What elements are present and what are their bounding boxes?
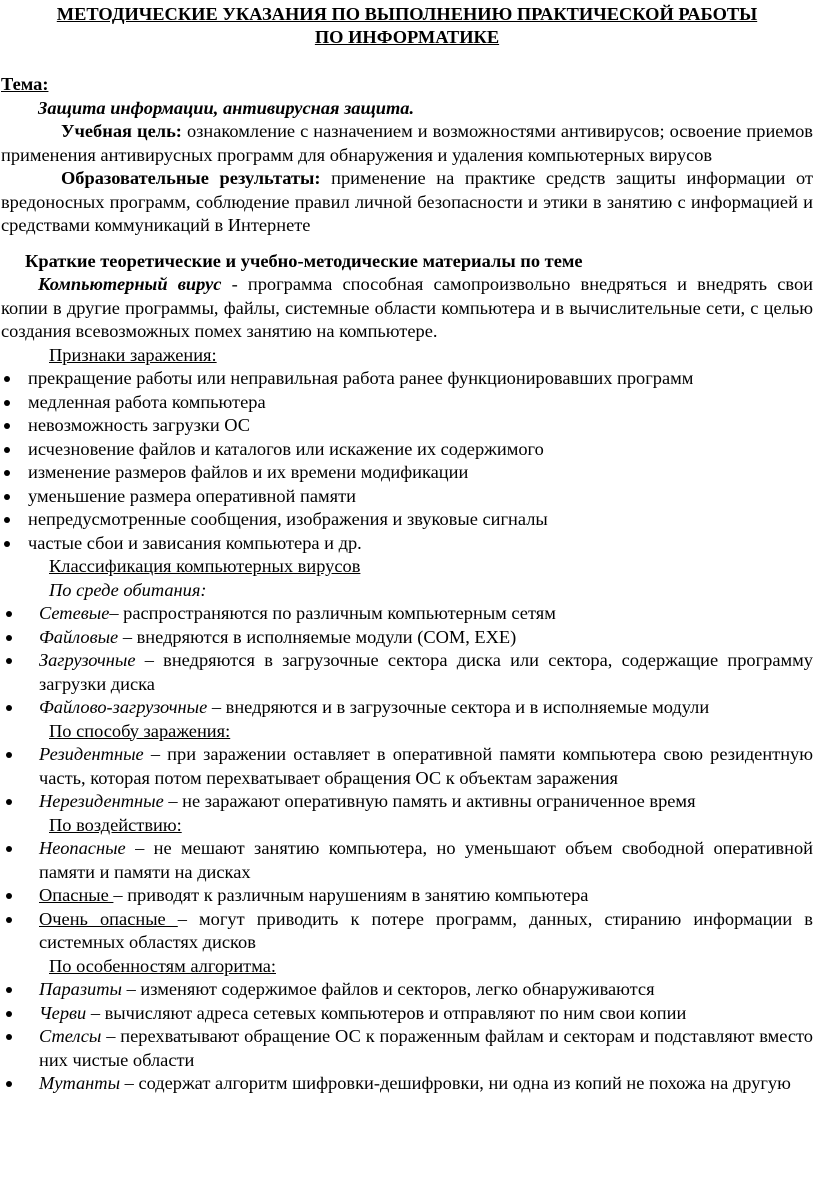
list-item: уменьшение размера оперативной памяти — [1, 485, 813, 509]
document-title — [1, 3, 813, 49]
habitat-list — [1, 602, 813, 720]
list-item: Сетевые– распространяются по различным компьютерным сетям — [1, 602, 813, 626]
list-item: прекращение работы или неправильная работа ранее функционировавших программ — [1, 367, 813, 391]
results-paragraph — [1, 167, 813, 238]
results-text: применение на практике средств защиты информации от вредоносных программ, соблюдение правил личной безопасности и этики в занятию с информацией и средствами коммуникаций в Интернете — [1, 168, 813, 235]
algorithm-list — [1, 978, 813, 1096]
list-item: Файлово-загрузочные – внедряются и в загрузочные сектора и в исполняемые модули — [1, 696, 813, 720]
theory-heading: Краткие теоретические и учебно-методические материалы по теме — [25, 250, 583, 271]
list-item: Стелсы – перехватывают обращение ОС к пораженным файлам и секторам и подставляют вместо них чистые области — [1, 1025, 813, 1072]
impact-heading: По воздействию: — [49, 814, 182, 835]
list-item: Нерезидентные – не заражают оперативную память и активны ограниченное время — [1, 790, 813, 814]
list-item: Загрузочные – внедряются в загрузочные сектора диска или сектора, содержащие программу загрузки диска — [1, 649, 813, 696]
list-item: Неопасные – не мешают занятию компьютера, но уменьшают объем свободной оперативной памяти и памяти на дисках — [1, 837, 813, 884]
list-item: непредусмотренные сообщения, изображения и звуковые сигналы — [1, 508, 813, 532]
habitat-heading: По среде обитания: — [49, 579, 207, 600]
list-item: частые сбои и зависания компьютера и др. — [1, 532, 813, 556]
goal-paragraph — [1, 120, 813, 167]
signs-heading: Признаки заражения: — [49, 344, 217, 365]
list-item: невозможность загрузки ОС — [1, 414, 813, 438]
impact-list — [1, 837, 813, 955]
topic-text: Защита информации, антивирусная защита. — [38, 97, 415, 118]
list-item: Опасные – приводят к различным нарушениям в занятию компьютера — [1, 884, 813, 908]
infection-heading: По способу заражения: — [49, 720, 231, 741]
list-item: Файловые – внедряются в исполняемые модули (COM, EXE) — [1, 626, 813, 650]
goal-label: Учебная цель: — [61, 121, 182, 141]
list-item: медленная работа компьютера — [1, 391, 813, 415]
signs-list — [1, 367, 813, 555]
list-item: исчезновение файлов и каталогов или искажение их содержимого — [1, 438, 813, 462]
list-item: Мутанты – содержат алгоритм шифровки-дешифровки, ни одна из копий не похожа на другую — [1, 1072, 813, 1096]
list-item: изменение размеров файлов и их времени модификации — [1, 461, 813, 485]
virus-def-text: - программа способная самопроизвольно внедряться и внедрять свои копии в другие программы, файлы, системные области компьютера и в вычислительные сети, с целью создания всевозможных помех занятию на компьютере. — [1, 274, 813, 341]
list-item: Черви – вычисляют адреса сетевых компьютеров и отправляют по ним свои копии — [1, 1002, 813, 1026]
document-page — [0, 3, 816, 1178]
topic-label: Тема: — [1, 74, 49, 94]
list-item: Резидентные – при заражении оставляет в оперативной памяти компьютера свою резидентную часть, которая потом перехватывает обращения ОС к объектам заражения — [1, 743, 813, 790]
title-line-1: МЕТОДИЧЕСКИЕ УКАЗАНИЯ ПО ВЫПОЛНЕНИЮ ПРАКТИЧЕСКОЙ РАБОТЫ — [56, 4, 758, 24]
virus-term: Компьютерный вирус — [38, 274, 222, 294]
results-label: Образовательные результаты: — [61, 168, 321, 188]
infection-list — [1, 743, 813, 814]
virus-definition — [1, 273, 813, 344]
list-item: Паразиты – изменяют содержимое файлов и секторов, легко обнаруживаются — [1, 978, 813, 1002]
algorithm-heading: По особенностям алгоритма: — [49, 955, 276, 976]
classification-heading: Классификация компьютерных вирусов — [49, 556, 361, 576]
list-item: Очень опасные – могут приводить к потере программ, данных, стиранию информации в системных областях дисков — [1, 908, 813, 955]
goal-text: ознакомление с назначением и возможностями антивирусов; освоение приемов применения антивирусных программ для обнаружения и удаления компьютерных вирусов — [1, 121, 813, 165]
title-line-2: ПО ИНФОРМАТИКЕ — [314, 27, 500, 47]
